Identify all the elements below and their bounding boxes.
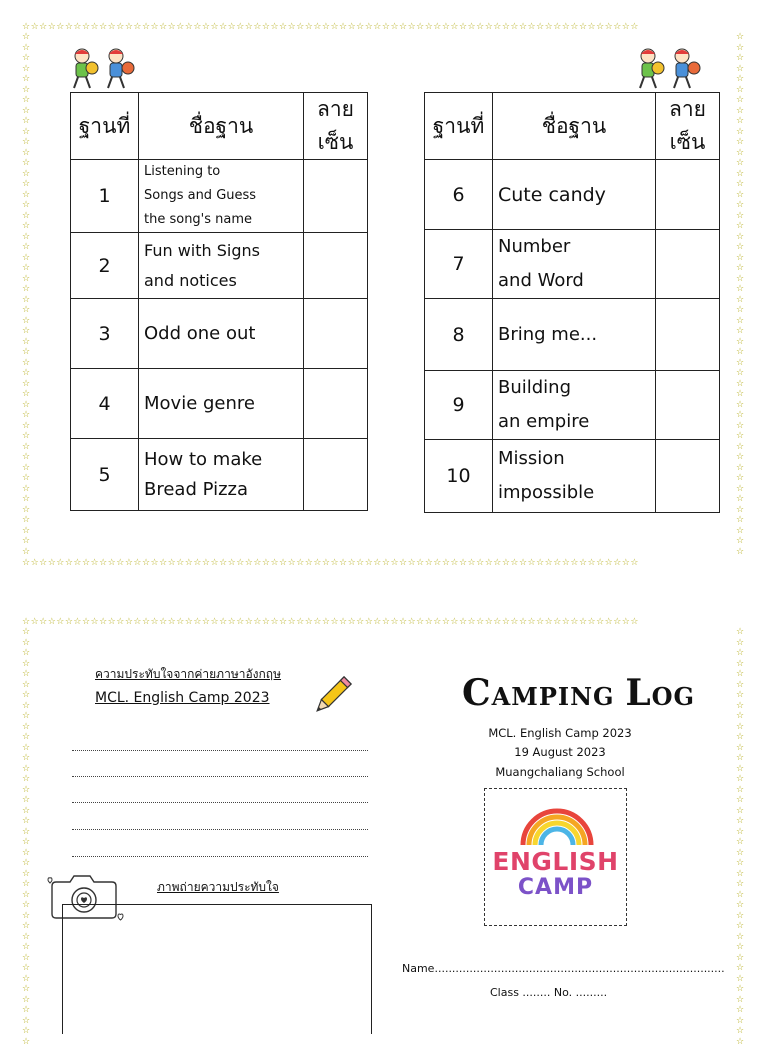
station-number: 5 — [71, 439, 139, 511]
signature-cell[interactable] — [656, 160, 720, 230]
signature-cell[interactable] — [304, 299, 368, 369]
star-border-bottom: ☆☆☆☆☆☆☆☆☆☆☆☆☆☆☆☆☆☆☆☆☆☆☆☆☆☆☆☆☆☆☆☆☆☆☆☆☆☆☆☆☆☆☆☆☆☆☆☆☆☆☆☆☆☆☆☆☆☆☆☆☆☆☆☆☆☆☆☆☆☆☆☆ — [22, 558, 639, 568]
station-name — [493, 230, 656, 299]
station-name — [139, 369, 304, 439]
rainbow-icon — [519, 807, 595, 847]
table-row — [425, 371, 720, 440]
title-letter: C — [462, 672, 492, 714]
name-field[interactable]: Name................................................................................... — [402, 962, 725, 975]
station-name-line: and notices — [144, 270, 237, 290]
station-number: 2 — [71, 233, 139, 299]
station-number: 6 — [425, 160, 493, 230]
table-row — [71, 160, 368, 233]
star-border-top: ☆☆☆☆☆☆☆☆☆☆☆☆☆☆☆☆☆☆☆☆☆☆☆☆☆☆☆☆☆☆☆☆☆☆☆☆☆☆☆☆☆☆☆☆☆☆☆☆☆☆☆☆☆☆☆☆☆☆☆☆☆☆☆☆☆☆☆☆☆☆☆☆ — [22, 617, 639, 627]
table-header-row — [71, 93, 368, 160]
station-name — [493, 299, 656, 371]
star-border-right: ☆☆☆☆☆☆☆☆☆☆☆☆☆☆☆☆☆☆☆☆☆☆☆☆☆☆☆☆☆☆☆☆☆☆☆☆☆☆☆☆☆☆☆☆☆☆☆☆☆☆ — [736, 32, 745, 557]
camping-log-title — [462, 672, 695, 714]
logo-camp-text: CAMP — [517, 875, 594, 900]
header-station-number: ฐานที่ — [425, 93, 493, 160]
stations-table-left — [70, 92, 368, 511]
signature-cell[interactable] — [304, 439, 368, 511]
camp-date: 19 August 2023 — [514, 745, 606, 759]
star-border-left: ☆☆☆☆☆☆☆☆☆☆☆☆☆☆☆☆☆☆☆☆☆☆☆☆☆☆☆☆☆☆☆☆☆☆☆☆☆☆☆☆ — [22, 627, 31, 1047]
station-name — [493, 440, 656, 513]
star-border-left: ☆☆☆☆☆☆☆☆☆☆☆☆☆☆☆☆☆☆☆☆☆☆☆☆☆☆☆☆☆☆☆☆☆☆☆☆☆☆☆☆☆☆☆☆☆☆☆☆☆☆ — [22, 32, 31, 557]
signature-cell[interactable] — [656, 440, 720, 513]
impression-caption: ความประทับใจจากค่ายภาษาอังกฤษ — [95, 667, 281, 681]
impression-line[interactable] — [72, 829, 368, 830]
station-number: 4 — [71, 369, 139, 439]
header-signature: ลายเซ็น — [656, 93, 720, 160]
signature-cell[interactable] — [656, 371, 720, 440]
table-row — [71, 439, 368, 511]
table-row — [425, 440, 720, 513]
station-name-line: and Word — [498, 270, 584, 291]
station-name-line: How to make — [144, 448, 263, 470]
header-station-name: ชื่อฐาน — [493, 93, 656, 160]
table-row — [71, 369, 368, 439]
station-name-line: impossible — [498, 482, 595, 503]
station-name-line: Cute candy — [498, 183, 606, 206]
class-number-field[interactable]: Class ........ No. ......... — [490, 986, 608, 999]
table-row — [425, 299, 720, 371]
station-name — [139, 439, 304, 511]
table-row — [71, 233, 368, 299]
logo-english-text: ENGLISH — [492, 847, 619, 876]
signature-cell[interactable] — [304, 369, 368, 439]
station-name — [139, 233, 304, 299]
title-letter: L — [625, 672, 652, 714]
station-name-line: Bread Pizza — [144, 478, 248, 500]
station-number: 7 — [425, 230, 493, 299]
station-name-line: Fun with Signs — [144, 240, 260, 260]
header-station-number: ฐานที่ — [71, 93, 139, 160]
english-camp-logo — [484, 788, 627, 926]
star-border-top: ☆☆☆☆☆☆☆☆☆☆☆☆☆☆☆☆☆☆☆☆☆☆☆☆☆☆☆☆☆☆☆☆☆☆☆☆☆☆☆☆☆☆☆☆☆☆☆☆☆☆☆☆☆☆☆☆☆☆☆☆☆☆☆☆☆☆☆☆☆☆☆☆ — [22, 22, 639, 32]
title-word: AMPING — [491, 682, 615, 711]
station-name-line: Odd one out — [144, 322, 256, 344]
station-name — [139, 160, 304, 233]
station-name-line: Songs and Guess — [144, 188, 257, 203]
signature-cell[interactable] — [656, 230, 720, 299]
photo-caption: ภาพถ่ายความประทับใจ — [157, 880, 279, 894]
stations-table-right — [424, 92, 720, 513]
signature-cell[interactable] — [656, 299, 720, 371]
station-number: 9 — [425, 371, 493, 440]
station-name-line: an empire — [498, 411, 590, 432]
station-name-line: Bring me... — [498, 323, 598, 345]
station-name-line: the song's name — [144, 212, 253, 227]
station-number: 10 — [425, 440, 493, 513]
impression-title: MCL. English Camp 2023 — [95, 690, 270, 706]
signature-cell[interactable] — [304, 233, 368, 299]
pencil-icon — [308, 672, 356, 720]
kids-clipart-icon — [66, 46, 148, 90]
station-name-line: Mission — [498, 448, 565, 469]
table-row — [71, 299, 368, 369]
station-name — [493, 371, 656, 440]
school-name: Muangchaliang School — [495, 765, 625, 779]
station-name — [493, 160, 656, 230]
station-number: 1 — [71, 160, 139, 233]
table-row — [425, 160, 720, 230]
station-number: 8 — [425, 299, 493, 371]
station-name-line: Movie genre — [144, 392, 255, 414]
header-station-name: ชื่อฐาน — [139, 93, 304, 160]
title-word: OG — [651, 682, 696, 711]
photo-box[interactable] — [62, 904, 372, 1034]
station-name-line: Building — [498, 377, 572, 398]
camp-name: MCL. English Camp 2023 — [488, 726, 632, 740]
star-border-right: ☆☆☆☆☆☆☆☆☆☆☆☆☆☆☆☆☆☆☆☆☆☆☆☆☆☆☆☆☆☆☆☆☆☆☆☆☆☆☆☆ — [736, 627, 745, 1047]
header-signature: ลายเซ็น — [304, 93, 368, 160]
station-name-line: Number — [498, 236, 571, 257]
station-name — [139, 299, 304, 369]
table-row — [425, 230, 720, 299]
station-number: 3 — [71, 299, 139, 369]
impression-line[interactable] — [72, 802, 368, 803]
station-name-line: Listening to — [144, 164, 221, 179]
impression-line[interactable] — [72, 776, 368, 777]
kids-clipart-icon — [632, 46, 714, 90]
table-header-row — [425, 93, 720, 160]
signature-cell[interactable] — [304, 160, 368, 233]
impression-line[interactable] — [72, 856, 368, 857]
impression-line[interactable] — [72, 750, 368, 751]
